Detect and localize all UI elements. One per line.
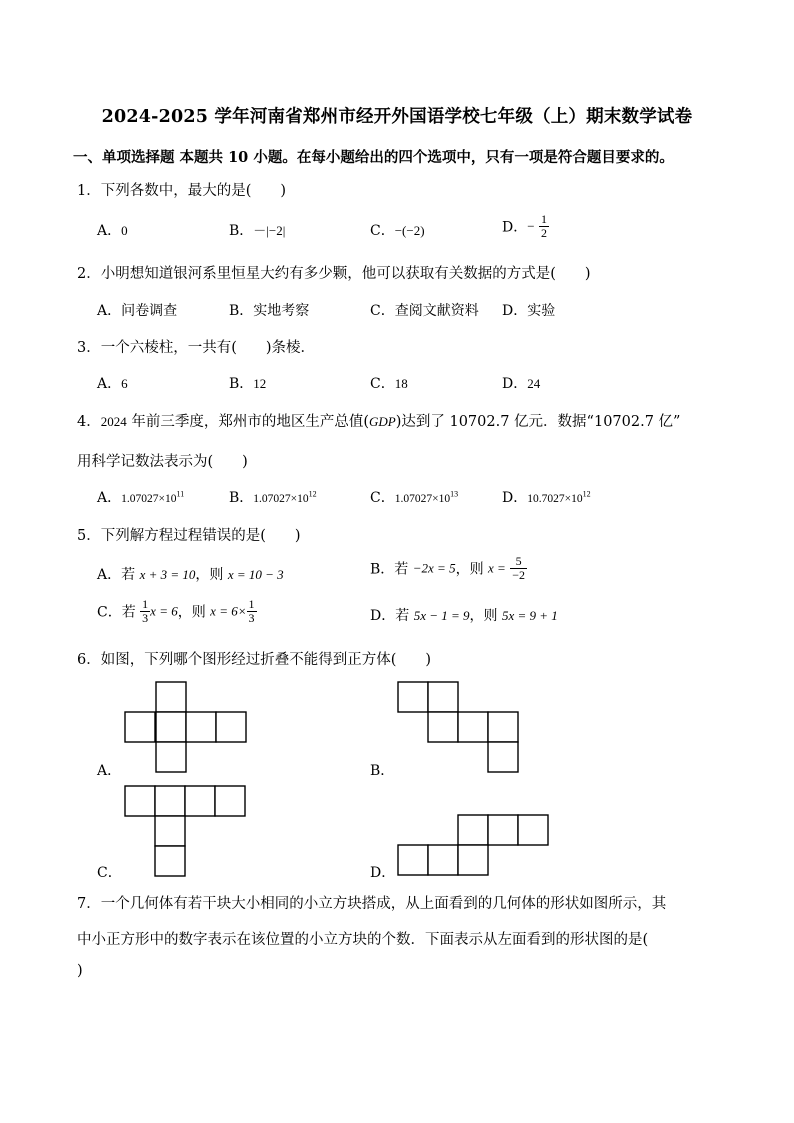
exam-title: 2024-2025 学年河南省郑州市经开外国语学校七年级（上）期末数学试卷 [101, 107, 693, 127]
question-4-stem-line1: 4．2024 年前三季度，郑州市的地区生产总值(GDP)达到了 10702.7 亿元．数据“10702.7 亿” [77, 414, 681, 430]
q4-option-a: A．$1.07027\times 10^{11}$ [97, 489, 185, 506]
q1-option-c: C．−(−2) [370, 223, 425, 239]
q2-option-a: A．问卷调查 [97, 303, 178, 319]
net-figure-a [124, 681, 248, 773]
q3-option-b: B．12 [229, 376, 267, 392]
q5-option-c: C．若 $\frac{1}{3}$ x = 6，则 x = 6× $\frac{1}{3}$ [97, 597, 255, 625]
q1-option-b: B．－|−2| [229, 223, 286, 239]
question-1-stem: 1．下列各数中，最大的是( ) [77, 183, 287, 199]
q6-option-d-label: D． [370, 865, 396, 881]
q5-option-d: D．若 5x − 1 = 9，则 5x = 9 + 1 [370, 608, 558, 624]
q6-option-b-label: B． [370, 763, 395, 779]
q3-option-c: C．18 [370, 376, 408, 392]
q2-option-c: C．查阅文献资料 [370, 303, 479, 319]
q6-option-a-label: A． [97, 763, 122, 779]
question-7-stem-line2: 中小正方形中的数字表示在该位置的小立方块的个数．下面表示从左面看到的形状图的是( [77, 932, 649, 948]
q5-option-b: B．若 −2x = 5，则 x = $\frac{5}{-2}$ [370, 554, 526, 582]
question-3-stem: 3．一个六棱柱，一共有( )条棱． [77, 340, 316, 356]
question-7-stem-line1: 7．一个几何体有若干块大小相同的小立方块搭成，从上面看到的几何体的形状如图所示，其 [77, 896, 667, 912]
net-figure-c [124, 785, 248, 877]
q3-option-d: D．24 [502, 376, 541, 392]
question-2-stem: 2．小明想知道银河系里恒星大约有多少颗，他可以获取有关数据的方式是( ) [77, 266, 591, 282]
q2-option-b: B．实地考察 [229, 303, 310, 319]
q3-option-a: A．6 [97, 376, 128, 392]
q1-option-a: A．0 [97, 223, 128, 239]
q2-option-d: D．实验 [502, 303, 556, 319]
q1-option-d: D．− $\frac{1}{2}$ [502, 212, 548, 240]
net-figure-b [397, 681, 521, 773]
question-4-stem-line2: 用科学记数法表示为( ) [77, 454, 248, 470]
q6-option-c-label: C． [97, 865, 122, 881]
q4-option-d: D．$10.7027\times 10^{12}$ [502, 489, 591, 506]
net-figure-d [397, 814, 551, 877]
question-5-stem: 5．下列解方程过程错误的是( ) [77, 528, 301, 544]
section-heading: 一、单项选择题 本题共 10 小题。在每小题给出的四个选项中，只有一项是符合题目要求的。 [73, 149, 674, 166]
question-6-stem: 6．如图，下列哪个图形经过折叠不能得到正方体( ) [77, 652, 432, 668]
q4-option-b: B．$1.07027\times 10^{12}$ [229, 489, 317, 506]
q5-option-a: A．若 x + 3 = 10，则 x = 10 − 3 [97, 567, 284, 583]
question-7-stem-line3: ) [77, 963, 83, 979]
q4-option-c: C．$1.07027\times 10^{13}$ [370, 489, 459, 506]
